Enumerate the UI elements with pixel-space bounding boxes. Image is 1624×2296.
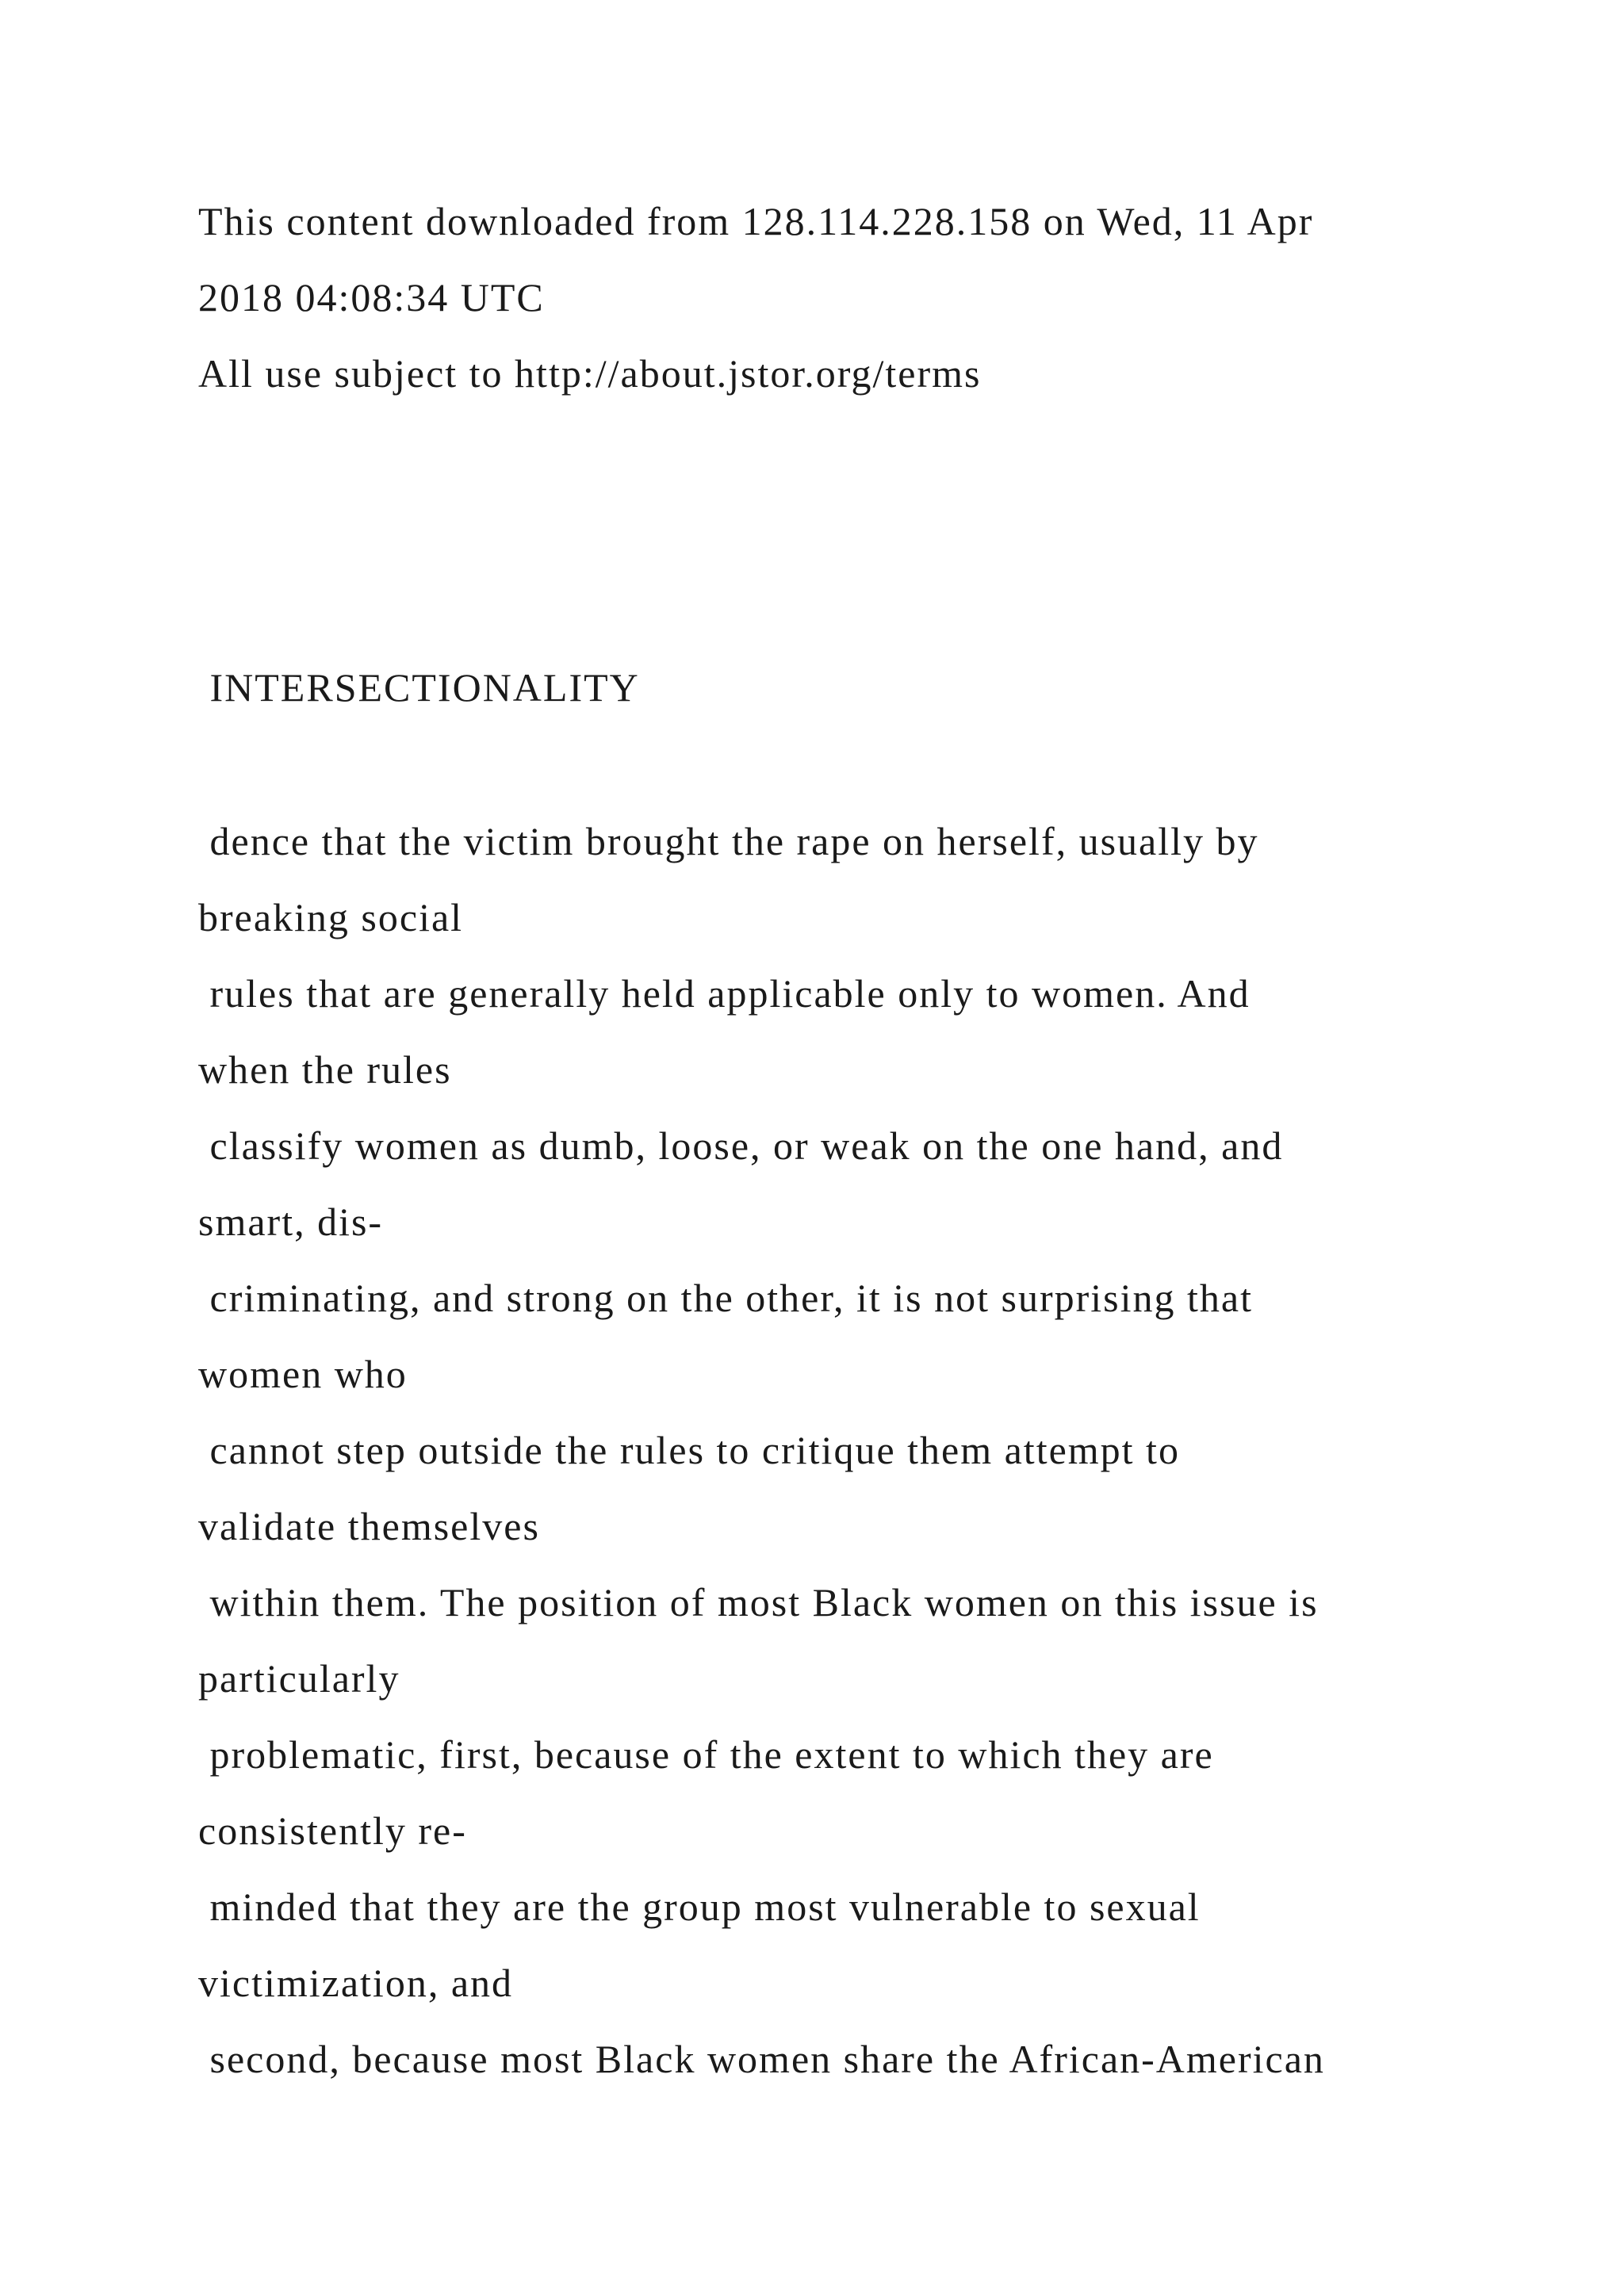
body-text-line: women who: [198, 1352, 408, 1396]
body-text-line: problematic, first, because of the extent to which they are: [198, 1732, 1214, 1777]
body-text-line: consistently re-: [198, 1808, 467, 1853]
body-text-line: when the rules: [198, 1047, 452, 1092]
body-text-line: particularly: [198, 1656, 400, 1701]
body-text-line: minded that they are the group most vulnerable to sexual: [198, 1885, 1201, 1929]
download-notice-line: 2018 04:08:34 UTC: [198, 275, 545, 320]
body-text-line: victimization, and: [198, 1961, 514, 2005]
body-text-line: cannot step outside the rules to critique them attempt to: [198, 1428, 1180, 1472]
terms-notice-line: All use subject to http://about.jstor.org/terms: [198, 351, 982, 396]
download-notice-line: This content downloaded from 128.114.228.158 on Wed, 11 Apr: [198, 199, 1314, 243]
body-text-line: breaking social: [198, 895, 464, 939]
body-text-line: second, because most Black women share the African-American: [198, 2037, 1325, 2081]
body-text-line: classify women as dumb, loose, or weak on the one hand, and: [198, 1123, 1284, 1168]
body-text-line: within them. The position of most Black women on this issue is: [198, 1580, 1319, 1624]
body-text-line: validate themselves: [198, 1504, 540, 1548]
body-text-line: dence that the victim brought the rape on herself, usually by: [198, 819, 1259, 863]
body-text-line: rules that are generally held applicable only to women. And: [198, 971, 1251, 1016]
body-text-line: smart, dis-: [198, 1200, 384, 1244]
running-head: INTERSECTIONALITY: [198, 665, 640, 710]
body-text-line: criminating, and strong on the other, it is not surprising that: [198, 1276, 1254, 1320]
